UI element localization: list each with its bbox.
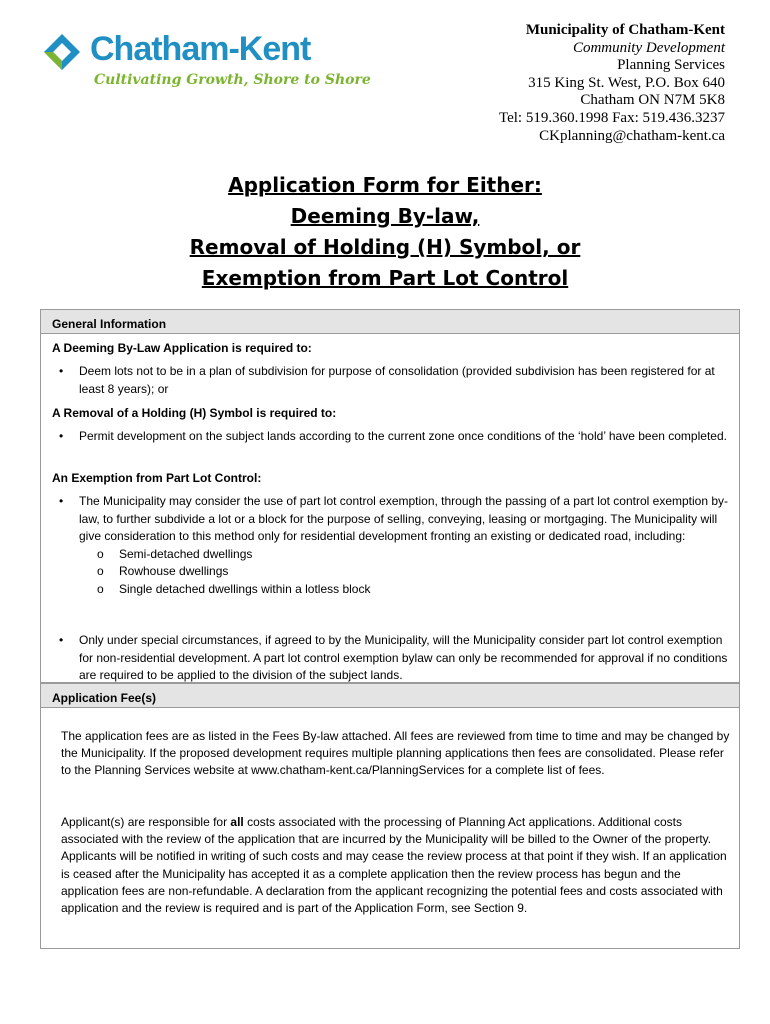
address-line-1: 315 King St. West, P.O. Box 640 xyxy=(528,74,725,91)
chatham-kent-logo xyxy=(42,24,371,96)
municipal-address-block xyxy=(499,22,725,145)
dwelling-type-list xyxy=(59,546,729,599)
title-line-4: Exemption from Part Lot Control xyxy=(201,266,569,290)
fees-paragraph-2-start: Applicant(s) are responsible for xyxy=(61,815,231,829)
bullet-icon: • xyxy=(59,429,64,443)
email-address: CKplanning@chatham-kent.ca xyxy=(539,127,725,144)
deeming-heading: A Deeming By-Law Application is required to: xyxy=(52,341,312,355)
list-item xyxy=(59,632,729,685)
fees-paragraph-2-emphasis: all xyxy=(230,815,244,829)
circle-bullet-icon: o xyxy=(97,564,104,578)
title-line-1: Application Form for Either: xyxy=(228,173,542,197)
deeming-bullet: Deem lots not to be in a plan of subdivision for purpose of consolidation (provided subdivision has been registered for at least 8 years); or xyxy=(79,364,715,396)
division-name: Planning Services xyxy=(617,57,725,74)
form-title xyxy=(0,170,770,294)
logo-name: Chatham-Kent xyxy=(90,30,311,68)
bullet-icon: • xyxy=(59,633,64,647)
dwelling-type: Single detached dwellings within a lotless block xyxy=(119,581,371,596)
fees-paragraph-2-rest: costs associated with the processing of Planning Act applications. Additional costs associated with the review of the application that are incurred by the Municipality will be billed to the Owner of the property. Applicants will be notified in writing of such costs and may cease the review process at that point if they wish. If an application is ceased after the Municipality has accepted it as a complete application then the review process has begun and the application fees are non-refundable. A declaration from the applicant recognizing the potential fees and costs associated with application and the review is required and is part of the Application Form, see Section 9. xyxy=(61,815,727,916)
holding-heading: A Removal of a Holding (H) Symbol is required to: xyxy=(52,406,337,420)
dwelling-type: Semi-detached dwellings xyxy=(119,546,253,561)
list-item xyxy=(59,563,729,581)
section-heading: General Information xyxy=(41,310,739,334)
holding-bullet: Permit development on the subject lands according to the current zone once conditions of the ‘hold’ have been completed. xyxy=(79,429,727,443)
exemption-bullet-1: The Municipality may consider the use of part lot control exemption, through the passing of a part lot control exemption by-law, to further subdivide a lot or a block for the purpose of selling, conveying, leasing or mortgaging. The Municipality will give consideration to this method only for residential development fronting an existing or dedicated road, including: xyxy=(79,494,729,543)
title-line-2: Deeming By-law, xyxy=(290,204,480,228)
list-item xyxy=(59,493,729,598)
fees-paragraph-1: The application fees are as listed in the Fees By-law attached. All fees are reviewed from time to time and may be changed by the Municipality. If the proposed development requires multiple planning applications then fees are consolidated. Please refer to the Planning Services website at www.chatham-kent.ca/PlanningServices for a complete list of fees. xyxy=(61,729,730,778)
phone-fax: Tel: 519.360.1998 Fax: 519.436.3237 xyxy=(498,109,725,126)
circle-bullet-icon: o xyxy=(97,581,104,596)
title-line-3: Removal of Holding (H) Symbol, or xyxy=(189,235,581,259)
dwelling-type: Rowhouse dwellings xyxy=(119,564,229,578)
list-item xyxy=(59,428,729,446)
diamond-logo-icon xyxy=(42,32,82,72)
list-item xyxy=(59,546,729,564)
general-information-section xyxy=(40,309,740,683)
address-line-2: Chatham ON N7M 5K8 xyxy=(580,92,725,109)
bullet-icon: • xyxy=(59,364,64,378)
bullet-icon: • xyxy=(59,494,64,508)
list-item xyxy=(59,363,729,398)
exemption-bullet-2: Only under special circumstances, if agreed to by the Municipality, will the Municipality consider part lot control exemption for non-residential development. A part lot control exemption bylaw can only be recommended for approval if no conditions are required to be applied to the division of the subject lands. xyxy=(79,633,728,682)
org-name: Municipality of Chatham-Kent xyxy=(525,22,725,38)
circle-bullet-icon: o xyxy=(97,546,104,561)
logo-tagline: Cultivating Growth, Shore to Shore xyxy=(94,72,371,88)
fees-paragraph-2 xyxy=(61,814,731,917)
application-fees-section xyxy=(40,683,740,949)
section-heading: Application Fee(s) xyxy=(41,684,739,708)
exemption-heading: An Exemption from Part Lot Control: xyxy=(52,471,262,485)
list-item xyxy=(59,581,729,599)
department-name: Community Development xyxy=(572,39,725,56)
